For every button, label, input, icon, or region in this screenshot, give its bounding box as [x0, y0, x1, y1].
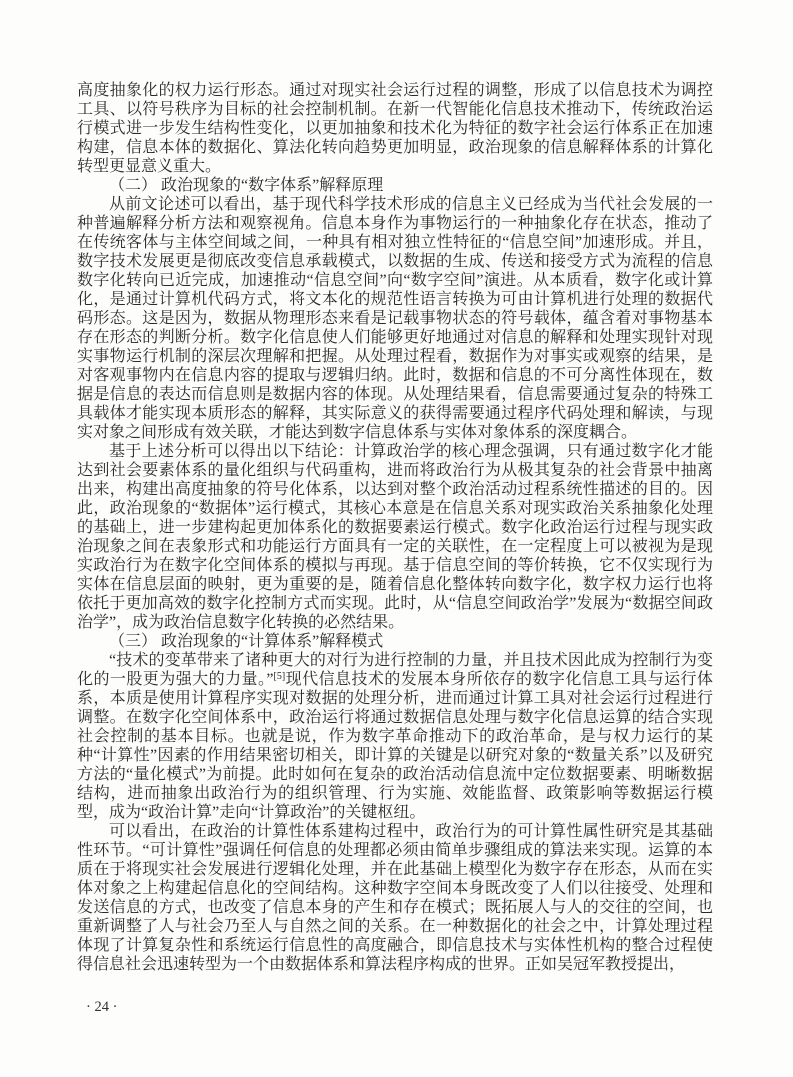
section-heading-computing-system: （三） 政治现象的“计算体系”解释模式 — [109, 633, 384, 650]
paragraph: 可以看出，在政治的计算性体系建构过程中，政治行为的可计算性属性研究是其基础性环节。“可计算性”强调任何信息的处理都必须由简单步骤组成的算法来实现。运算的本质在于将现实社会发展进行逻辑化处理，并在此基础上模型化为数字存在形态，从而在实体对象之上构建起信息化的空间结构。这种数字空间本身既改变了人们以往接受、处理和发送信息的方式，也改变了信息本身的产生和存在模式；既拓展人与人的交往的空间，也重新调整了人与社会乃至人与自然之间的关系。在一种数据化的社会之中，计算处理过程体现了计算复杂性和系统运行信息性的高度融合，即信息技术与实体性机构的整合过程使得信息社会迅速转型为一个由数据体系和算法程序构成的世界。正如吴冠军教授提出， — [77, 823, 713, 973]
quote-text: “技术的变革带来了诸种更大的对行为进行控制的力量，并且技术因此成为控制行为变化的一股更为强大的力量。” — [77, 652, 713, 688]
paragraph-continuation: 高度抽象化的权力运行形态。通过对现实社会运行过程的调整，形成了以信息技术为调控工具、以符号秩序为目标的社会控制机制。在新一代智能化信息技术推动下，传统政治运行模式进一步发生结构性变化，以更加抽象和技术化为特征的数字社会运行体系正在加速构建，信息本体的数据化、算法化转向趋势更加明显，政治现象的信息解释体系的计算化转型更显意义重大。 — [77, 82, 713, 175]
page-text-block — [77, 81, 713, 974]
footnote-reference-5: [5] — [273, 671, 286, 682]
section-heading-digital-system: （二） 政治现象的“数字体系”解释原理 — [109, 177, 384, 194]
page-number: · 24 · — [86, 999, 118, 1015]
paragraph-with-citation — [77, 651, 713, 822]
paragraph-text: 现代信息技术的发展本身所依存的数字化信息工具与运行体系，本质是使用计算程序实现对数据的处理分析，进而通过计算工具对社会运行过程进行调整。在数字化空间体系中，政治运行将通过数据信息处理与数字化信息运算的结合实现社会控制的基本目标。也就是说，作为数字革命推动下的政治革命，是与权力运行的某种“计算性”因素的作用结果密切相关，即计算的关键是以研究对象的“数量关系”以及研究方法的“量化模式”为前提。此时如何在复杂的政治活动信息流中定位数据要素、明晰数据结构，进而抽象出政治行为的组织管理、行为实施、效能监督、政策影响等数据运行模型，成为“政治计算”走向“计算政治”的关键枢纽。 — [77, 671, 713, 821]
paragraph: 基于上述分析可以得出以下结论：计算政治学的核心理念强调，只有通过数字化才能达到社会要素体系的量化组织与代码重构，进而将政治行为从极其复杂的社会背景中抽离出来，构建出高度抽象的符号化体系，以达到对整个政治活动过程系统性描述的目的。因此，政治现象的“数据体”运行模式，其核心本意是在信息关系对现实政治关系抽象化处理的基础上，进一步建构起更加体系化的数据要素运行模式。数字化政治运行过程与现实政治现象之间在表象形式和功能运行方面具有一定的关联性，在一定程度上可以被视为是现实政治行为在数字化空间体系的模拟与再现。基于信息空间的等价转换，它不仅实现行为实体在信息层面的映射，更为重要的是，随着信息化整体转向数字化，数字权力运行也将依托于更加高效的数字化控制方式而实现。此时，从“信息空间政治学”发展为“数据空间政治学”，成为政治信息数字化转换的必然结果。 — [77, 443, 713, 631]
paragraph: 从前文论述可以看出，基于现代科学技术形成的信息主义已经成为当代社会发展的一种普遍解释分析方法和观察视角。信息本身作为事物运行的一种抽象化存在状态，推动了在传统客体与主体空间域之间，一种具有相对独立性特征的“信息空间”加速形成。并且，数字技术发展更是彻底改变信息承载模式，以数据的生成、传送和接受方式为流程的信息数字化转向已近完成，加速推动“信息空间”向“数字空间”演进。从本质看，数字化或计算化，是通过计算机代码方式，将文本化的规范性语言转换为可由计算机进行处理的数据代码形态。这是因为，数据从物理形态来看是记载事物状态的符号载体，蕴含着对事物基本存在形态的判断分析。数字化信息使人们能够更好地通过对信息的解释和处理实现针对现实事物运行机制的深层次理解和把握。从处理过程看，数据作为对事实或观察的结果，是对客观事物内在信息内容的提取与逻辑归纳。此时，数据和信息的不可分离性体现在，数据是信息的表达而信息则是数据内容的体现。从处理结果看，信息需要通过复杂的特殊工具载体才能实现本质形态的解释，其实际意义的获得需要通过程序代码处理和解读，与现实对象之间形成有效关联，才能达到数字信息体系与实体对象体系的深度耦合。 — [77, 196, 713, 441]
